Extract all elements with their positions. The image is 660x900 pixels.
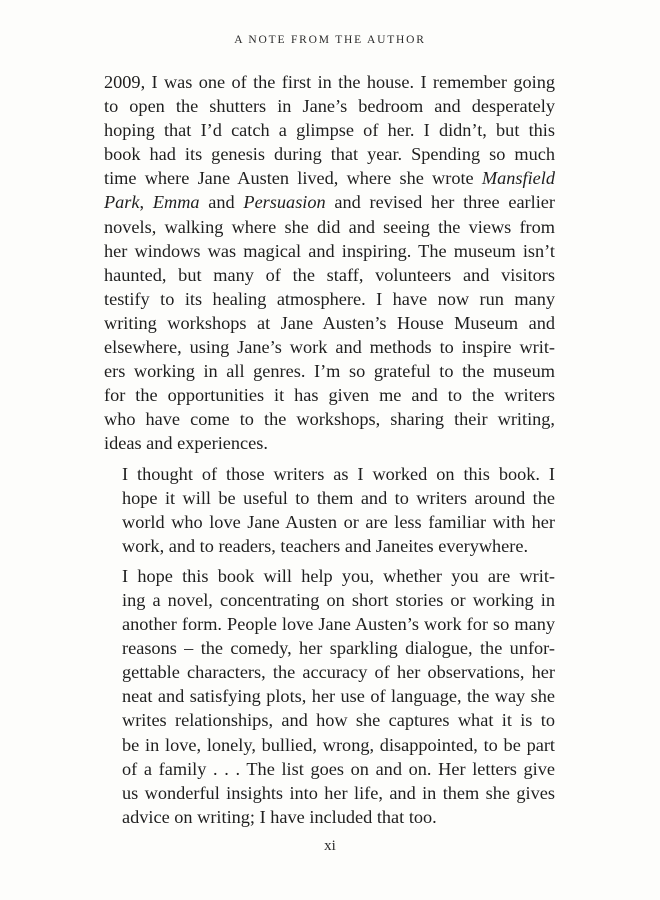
book-title-italic: Persuasion	[243, 192, 326, 213]
text-run: time where Jane Austen lived, where she wrote	[104, 168, 482, 189]
paragraph-3	[104, 564, 555, 829]
text-line: writing workshops at Jane Austen’s House Museum and	[104, 312, 555, 333]
text-line	[104, 166, 555, 190]
text-line: hope it will be useful to them and to writers around the	[122, 487, 555, 508]
text-line: haunted, but many of the staff, volunteers and visitors	[104, 264, 555, 285]
text-line: reasons – the comedy, her sparkling dialogue, the unfor-	[122, 638, 555, 659]
text-line: I thought of those writers as I worked on this book. I	[122, 463, 555, 484]
text-run: and revised her three earlier	[325, 192, 556, 213]
book-title-italic: Emma	[152, 192, 200, 213]
text-line: ers working in all genres. I’m so grateful to the museum	[104, 361, 555, 382]
text-line: us wonderful insights into her life, and in them she gives	[122, 782, 555, 803]
text-line: writes relationships, and how she captures what it is to	[122, 710, 555, 731]
book-title-italic: Park	[104, 192, 140, 213]
text-line: for the opportunities it has given me and to the writers	[104, 385, 555, 406]
page-body	[104, 70, 555, 829]
text-run: and	[199, 192, 244, 213]
text-line: advice on writing; I have included that too.	[122, 806, 437, 827]
text-line: book had its genesis during that year. Spending so much	[104, 144, 555, 165]
text-line: who have come to the workshops, sharing their writing,	[104, 409, 555, 430]
running-header: A NOTE FROM THE AUTHOR	[234, 34, 426, 46]
text-line: novels, walking where she did and seeing the views from	[104, 216, 555, 237]
paragraph-2	[104, 462, 555, 558]
text-line: ideas and experiences.	[104, 433, 268, 454]
text-line: ing a novel, concentrating on short stories or working in	[122, 589, 555, 610]
text-line: hoping that I’d catch a glimpse of her. I didn’t, but this	[104, 120, 555, 141]
text-line: neat and satisfying plots, her use of language, the way she	[122, 686, 555, 707]
text-line: work, and to readers, teachers and Janeites everywhere.	[122, 535, 529, 556]
text-line: 2009, I was one of the first in the house. I remember going	[104, 72, 555, 92]
text-line: gettable characters, the accuracy of her observations, her	[122, 662, 555, 683]
text-line: testify to its healing atmosphere. I have now run many	[104, 288, 555, 309]
text-line: world who love Jane Austen or are less familiar with her	[122, 511, 555, 532]
text-run: ,	[139, 192, 153, 213]
text-line: elsewhere, using Jane’s work and methods to inspire writ-	[104, 337, 555, 358]
page-number: xi	[324, 838, 336, 854]
text-line	[104, 190, 555, 214]
text-line: another form. People love Jane Austen’s work for so many	[122, 614, 555, 635]
text-line: I hope this book will help you, whether you are writ-	[122, 565, 555, 586]
paragraph-1	[104, 70, 555, 456]
text-line: be in love, lonely, bullied, wrong, disappointed, to be part	[122, 734, 555, 755]
text-line: to open the shutters in Jane’s bedroom and desperately	[104, 96, 555, 117]
book-title-italic: Mansfield	[481, 168, 555, 189]
text-line: of a family . . . The list goes on and on. Her letters give	[122, 758, 555, 779]
text-line: her windows was magical and inspiring. The museum isn’t	[104, 240, 555, 261]
